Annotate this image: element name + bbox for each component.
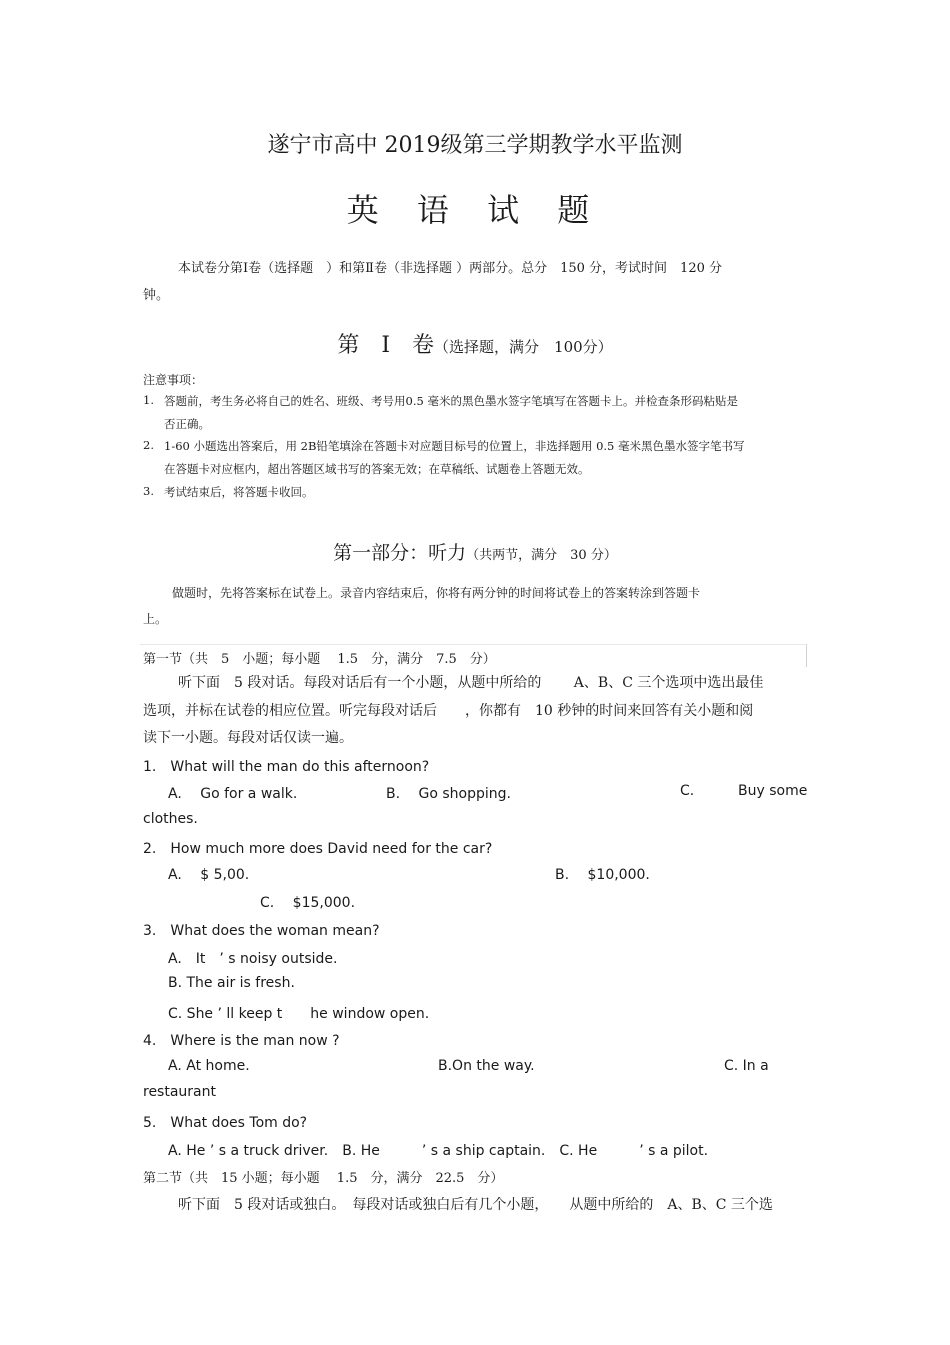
note-1-num: 1. <box>143 393 154 407</box>
section-1-line-3: 读下一小题。每段对话仅读一遍。 <box>143 730 353 746</box>
question-1-stem: 1. What will the man do this afternoon? <box>143 759 430 775</box>
question-1-option-a: A. Go for a walk. <box>168 786 298 802</box>
note-2-line1: 1-60 小题选出答案后，用 2B铅笔填涂在答题卡对应题目标号的位置上，非选择题用 0.5 毫米黑色墨水签字笔书写 <box>164 439 745 453</box>
question-4-option-a: A. At home. <box>168 1058 250 1074</box>
section-1-line-2: 选项，并标在试卷的相应位置。听完每段对话后 ，你都有 10 秒钟的时间来回答有关小题和阅 <box>143 703 754 719</box>
part-1-intro-line-1: 做题时，先将答案标在试卷上。录音内容结束后，你将有两分钟的时间将试卷上的答案转涂到答题卡 <box>172 586 701 600</box>
question-3-option-a: A. It ’ s noisy outside. <box>168 951 338 967</box>
question-5-options: A. He ’ s a truck driver. B. He ’ s a ship captain. C. He ’ s a pilot. <box>168 1143 709 1159</box>
question-3-option-c: C. She ’ ll keep t he window open. <box>168 1006 430 1022</box>
note-2-num: 2. <box>143 438 154 452</box>
question-2-stem: 2. How much more does David need for the car? <box>143 841 493 857</box>
intro-line-2: 钟。 <box>143 288 170 303</box>
note-3-line1: 考试结束后，将答题卡收回。 <box>164 485 314 499</box>
note-1-line1: 答题前，考生务必将自己的姓名、班级、考号用0.5 毫米的黑色墨水签字笔填写在答题卡上。并检查条形码粘贴是 <box>164 394 738 408</box>
question-1-option-c: C. <box>680 783 695 799</box>
question-4-option-b: B.On the way. <box>438 1058 535 1074</box>
subject-title: 英 语 试 题 <box>346 191 604 229</box>
part-1-intro-line-2: 上。 <box>143 612 168 626</box>
part-1-label: 第一部分：听力 <box>333 542 467 564</box>
question-1-option-c-text-cont: clothes. <box>143 811 198 827</box>
note-1-line2: 否正确。 <box>164 417 210 431</box>
section-1-line-1: 听下面 5 段对话。每段对话后有一个小题，从题中所给的 A、B、C 三个选项中选出最佳 <box>178 675 764 691</box>
question-2-option-a: A. $ 5,00. <box>168 867 250 883</box>
part-1-subtitle: （共两节，满分 30 分） <box>466 548 617 563</box>
question-3-stem: 3. What does the woman mean? <box>143 923 380 939</box>
question-4-option-c: C. In a <box>724 1058 769 1074</box>
volume-1-label: 第 Ⅰ 卷 <box>337 333 435 358</box>
question-2-option-b: B. $10,000. <box>555 867 650 883</box>
question-4-stem: 4. Where is the man now ? <box>143 1033 340 1049</box>
note-2-line2: 在答题卡对应框内，超出答题区域书写的答案无效；在草稿纸、试题卷上答题无效。 <box>164 462 590 476</box>
question-1-option-c-text: Buy some <box>738 783 808 799</box>
section-1-heading: 第一节（共 5 小题；每小题 1.5 分，满分 7.5 分） <box>143 652 496 667</box>
question-4-option-c-text-cont: restaurant <box>143 1084 216 1100</box>
notes-heading: 注意事项： <box>143 373 204 387</box>
question-5-stem: 5. What does Tom do? <box>143 1115 308 1131</box>
exam-title: 遂宁市高中 2019级第三学期教学水平监测 <box>267 133 683 158</box>
volume-1-title <box>0 328 950 359</box>
section-2-line-1: 听下面 5 段对话或独白。 每段对话或独白后有几个小题， 从题中所给的 A、B、C 三个选 <box>178 1197 773 1213</box>
part-1-title <box>0 538 950 565</box>
question-1-option-b: B. Go shopping. <box>386 786 511 802</box>
section-2-heading: 第二节（共 15 小题；每小题 1.5 分，满分 22.5 分） <box>143 1171 504 1186</box>
question-2-option-c: C. $15,000. <box>260 895 356 911</box>
note-3-num: 3. <box>143 484 154 498</box>
intro-line-1: 本试卷分第Ⅰ卷（选择题 ）和第Ⅱ卷（非选择题 ）两部分。总分 150 分，考试时间 120 分 <box>178 261 722 276</box>
volume-1-subtitle: （选择题，满分 100分） <box>434 338 613 356</box>
question-3-option-b: B. The air is fresh. <box>168 975 295 991</box>
